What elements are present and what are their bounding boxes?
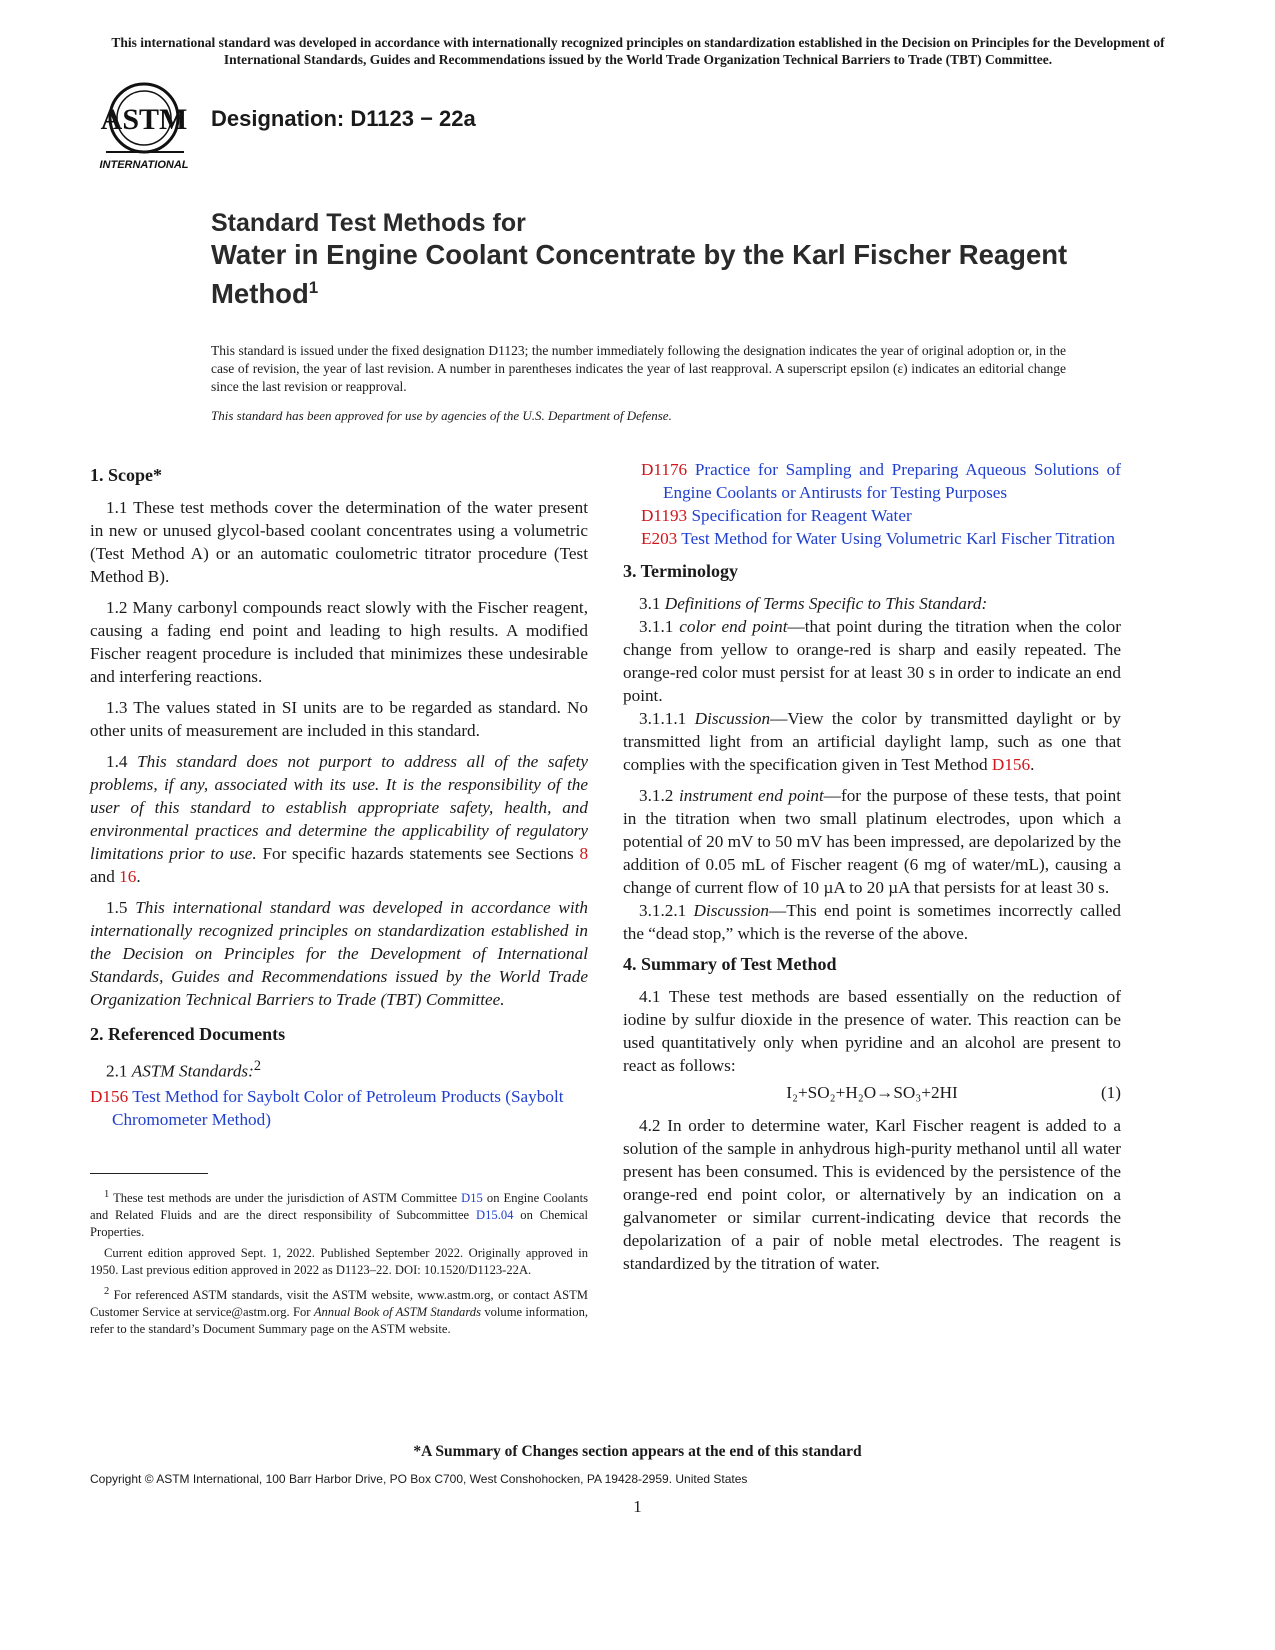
equation-number: (1) xyxy=(1100,1083,1121,1102)
para-3-1-2-1: 3.1.2.1 Discussion—This end point is sometimes incorrectly called the “dead stop,” which is the reverse of the above. xyxy=(623,901,1122,943)
para-1-5: 1.5 This international standard was developed in accordance with internationally recognized principles on standardization established in the Decision on Principles for the Development of International Standards, Guides and Recommendations issued by the World Trade Organization Technical Barriers to Trade (TBT) Committee. xyxy=(90,898,588,1009)
footnote-divider xyxy=(90,1173,208,1174)
footnote-2: $^2$ For referenced ASTM standards, visit the ASTM website, www.astm.org, or contact ASTM Customer Service at service@astm.org. For Annual Book of ASTM Standards volume information, refer to the standard’s Document Summary page on the ASTM website. xyxy=(90,1286,589,1337)
designation: Designation: D1123 − 22a xyxy=(211,106,476,131)
ref-d156[interactable]: D156 Test Method for Saybolt Color of Petroleum Products (Saybolt Chromometer Method) xyxy=(90,1086,564,1129)
link-d15[interactable]: D15 xyxy=(461,1191,483,1206)
issuance-note: This standard is issued under the fixed designation D1123; the number immediately following the designation indicates the year of original adoption or, in the case of revision, the year of last revision. A number in parentheses indicates the year of last reapproval. A superscript epsilon (ε) indicates an editorial change since the last revision or reapproval. xyxy=(211,343,1066,394)
title-line1: Standard Test Methods for xyxy=(211,209,526,237)
right-column xyxy=(623,458,1121,1283)
equation-text: I₂+SO₂+H₂O→SO₃+2HI xyxy=(786,1083,958,1102)
document-title xyxy=(211,208,1071,310)
copyright: Copyright © ASTM International, 100 Barr Harbor Drive, PO Box C700, West Conshohocken, PA 19428-2959. United States xyxy=(90,1472,748,1486)
footnote-1: $^1$ These test methods are under the jurisdiction of ASTM Committee D15 on Engine Coolants and Related Fluids and are the direct responsibility of Subcommittee D15.04 on Chemical Properties. xyxy=(90,1189,588,1240)
referenced-heading: 2. Referenced Documents xyxy=(90,1024,286,1044)
para-3-1: 3.1 Definitions of Terms Specific to This Standard: xyxy=(639,594,988,613)
title-footnote-mark[interactable]: 1 xyxy=(308,278,319,297)
para-1-3: 1.3 The values stated in SI units are to be regarded as standard. No other units of measurement are included in this standard. xyxy=(90,698,588,740)
para-1-4: 1.4 This standard does not purport to address all of the safety problems, if any, associated with its use. It is the responsibility of the user of this standard to establish appropriate safety, health, and environmental practices and determine the applicability of regulatory limitations prior to use. For specific hazards statements see Sections 8 and 16. xyxy=(90,752,589,886)
link-section-16[interactable]: 16 xyxy=(119,867,137,886)
link-d156[interactable]: D156 xyxy=(991,755,1031,774)
left-column xyxy=(90,458,588,1131)
para-2-1: 2.1 ASTM Standards:$^2$ xyxy=(106,1058,262,1081)
para-1-2: 1.2 Many carbonyl compounds react slowly with the Fischer reagent, causing a fading end point and leading to high results. A modified Fischer reagent procedure is included that minimizes these undesirable and interfering reactions. xyxy=(90,598,588,686)
tbt-notice: This international standard was developed in accordance with internationally recognized principles on standardization established in the Decision on Principles for the Development of International Standards, Guides and Recommendations issued by the World Trade Organization Technical Barriers to Trade (TBT) Committee. xyxy=(111,35,1165,67)
dod-approval: This standard has been approved for use by agencies of the U.S. Department of Defense. xyxy=(211,408,672,423)
link-section-8[interactable]: 8 xyxy=(579,844,589,863)
para-3-1-1-1: 3.1.1.1 Discussion—View the color by transmitted daylight or by transmitted light from an artificial daylight lamp, such as one that complies with the specification given in Test Method D156. xyxy=(623,709,1121,774)
footnotes xyxy=(90,1186,588,1342)
page-number: 1 xyxy=(633,1497,642,1516)
terminology-heading: 3. Terminology xyxy=(623,561,739,581)
svg-text:ASTM: ASTM xyxy=(100,103,188,136)
summary-of-changes-note: *A Summary of Changes section appears at the end of this standard xyxy=(413,1443,862,1460)
title-line2: Water in Engine Coolant Concentrate by the Karl Fischer Reagent Method xyxy=(211,239,1068,310)
footnote-edition: Current edition approved Sept. 1, 2022. Published September 2022. Originally approved in 1950. Last previous edition approved in 2022 as D1123–22. DOI: 10.1520/D1123-22A. xyxy=(90,1246,588,1278)
link-d15-04[interactable]: D15.04 xyxy=(476,1208,514,1223)
para-4-1: 4.1 These test methods are based essentially on the reduction of iodine by sulfur dioxide in the presence of water. This reaction can be used quantitatively only when pyridine and an alcohol are present to react as follows: xyxy=(623,987,1121,1075)
para-3-1-2: 3.1.2 instrument end point—for the purpose of these tests, that point in the titration when two small platinum electrodes, upon which a potential of 20 mV to 50 mV has been impressed, are depolarized by the addition of 0.05 mL of Fischer reagent (6 mg of water/mL), causing a change of current flow of 10 µA to 20 µA that persists for at least 30 s. xyxy=(623,786,1122,897)
para-1-1: 1.1 These test methods cover the determination of the water present in new or unused glycol-based coolant concentrates using a volumetric (Test Method A) or an automatic coulometric titrator procedure (Test Method B). xyxy=(90,498,588,586)
ref-d1193[interactable]: D1193 Specification for Reagent Water xyxy=(641,506,912,525)
para-4-2: 4.2 In order to determine water, Karl Fischer reagent is added to a solution of the sample in anhydrous high-purity methanol until all water present has been consumed. This is evidenced by the persistence of the orange-red end point color, or alternatively by an indication on a galvanometer or similar current-indicating device that records the depolarization of a pair of noble metal electrodes. The reagent is standardized by the titration of water. xyxy=(623,1116,1121,1273)
ref-e203[interactable]: E203 Test Method for Water Using Volumetric Karl Fischer Titration xyxy=(641,529,1116,548)
summary-heading: 4. Summary of Test Method xyxy=(623,954,837,974)
scope-heading: 1. Scope* xyxy=(90,465,162,485)
para-3-1-1: 3.1.1 color end point—that point during the titration when the color change from yellow to orange-red is sharp and easily repeated. The orange-red color must persist for at least 30 s in order to indicate an end point. xyxy=(623,617,1121,705)
astm-logo xyxy=(92,80,197,180)
logo-wordmark: INTERNATIONAL xyxy=(99,159,189,171)
ref-d1176[interactable]: D1176 Practice for Sampling and Preparing Aqueous Solutions of Engine Coolants or Antirusts for Testing Purposes xyxy=(641,460,1121,502)
equation-1 xyxy=(623,1081,1121,1104)
